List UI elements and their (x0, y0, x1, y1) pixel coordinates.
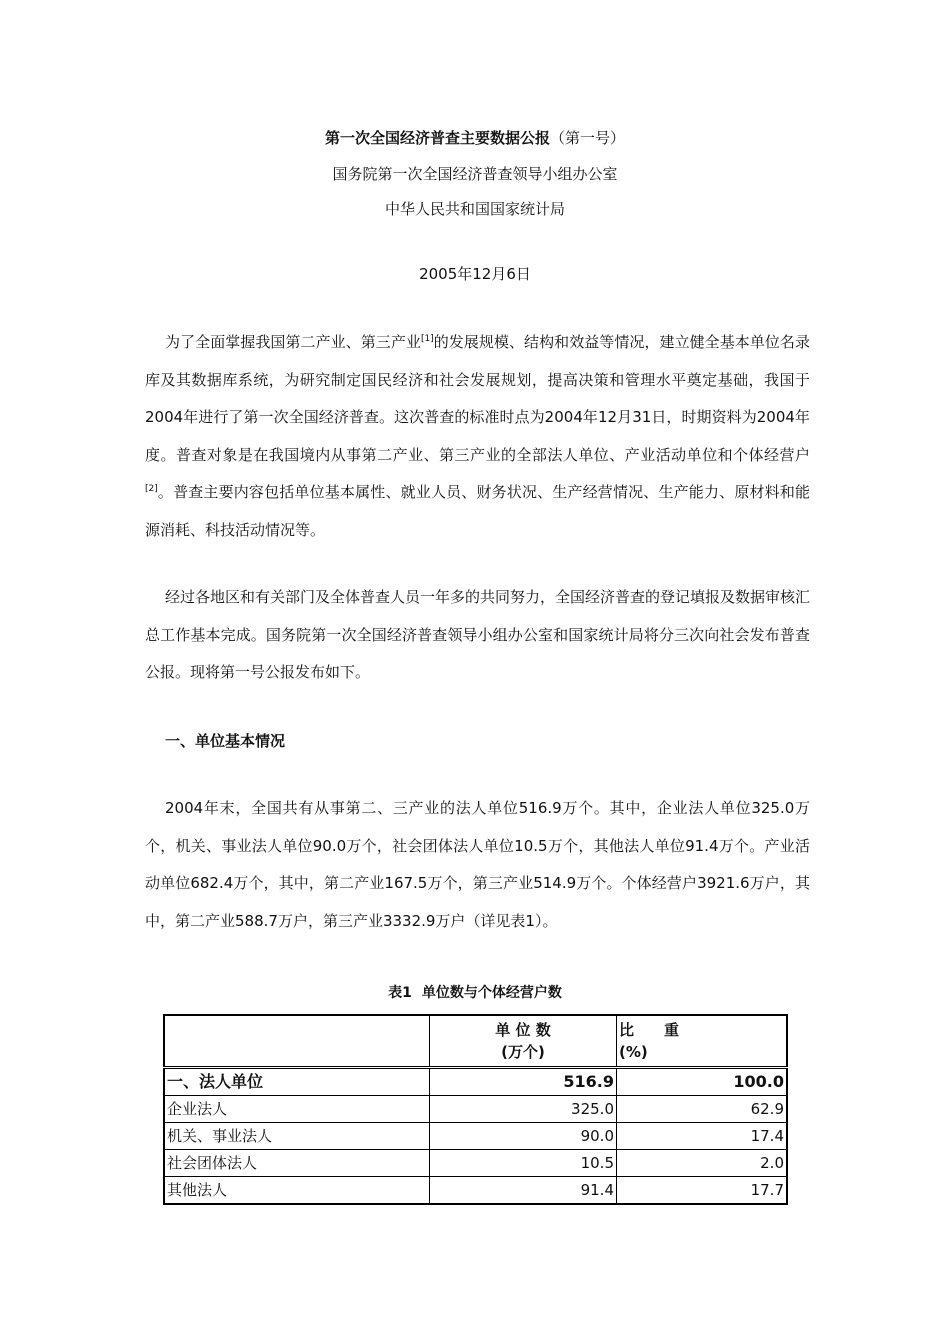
table-number: 表1 (388, 985, 412, 1001)
row-value: 90.0 (430, 1123, 617, 1150)
header-blank-cell (164, 1015, 430, 1068)
footnote-ref-1[interactable]: [1] (420, 334, 434, 344)
row-value: 10.5 (430, 1150, 617, 1177)
intro-text-2: 经过各地区和有关部门及全体普查人员一年多的共同努力，全国经济普查的登记填报及数据审核汇总工作基本完成。国务院第一次全国经济普查领导小组办公室和国家统计局将分三次向社会发布普查公报。现将第一号公报发布如下。 (145, 588, 811, 681)
table-row (164, 1123, 787, 1150)
document-title (0, 128, 950, 148)
issuer-office: 国务院第一次全国经济普查领导小组办公室 (332, 165, 618, 183)
footnote-ref-2[interactable]: [2] (145, 484, 158, 494)
publish-date: 2005年12月6日 (419, 265, 531, 283)
header-unit-count-line2: (万个) (501, 1043, 545, 1061)
table-caption (0, 983, 950, 1003)
intro-text-c: 。普查主要内容包括单位基本属性、就业人员、财务状况、生产经营情况、生产能力、原材料和能源消耗、科技活动情况等。 (145, 483, 810, 539)
row-share: 100.0 (617, 1068, 788, 1096)
section-paragraph (145, 790, 810, 940)
row-label: 一、法人单位 (164, 1068, 430, 1096)
section-text: 2004年末，全国共有从事第二、三产业的法人单位516.9万个。其中，企业法人单位325.0万个，机关、事业法人单位90.0万个，社会团体法人单位10.5万个，其他法人单位91.4万个。产业活动单位682.4万个，其中，第二产业167.5万个，第三产业514.9万个。个体经营户3921.6万户，其中，第二产业588.7万户，第三产业3332.9万户（详见表1）。 (145, 799, 810, 930)
intro-text-b: 的发展规模、结构和效益等情况，建立健全基本单位名录库及其数据库系统，为研究制定国民经济和社会发展规划，提高决策和管理水平奠定基础，我国于2004年进行了第一次全国经济普查。这次普查的标准时点为2004年12月31日，时期资料为2004年度。普查对象是在我国境内从事第二产业、第三产业的全部法人单位、产业活动单位和个体经营户 (145, 333, 810, 464)
header-unit-count-line1: 单 位 数 (495, 1021, 551, 1039)
section-heading: 一、单位基本情况 (165, 732, 286, 750)
row-share: 17.4 (617, 1123, 788, 1150)
table-row (164, 1068, 787, 1096)
table-header-row (164, 1015, 787, 1068)
row-label: 其他法人 (164, 1177, 430, 1205)
table-row (164, 1150, 787, 1177)
header-share-line1: 比 重 (619, 1021, 680, 1039)
intro-paragraph-2 (145, 579, 810, 692)
row-share: 17.7 (617, 1177, 788, 1205)
intro-paragraph-1 (145, 324, 810, 549)
table-title: 单位数与个体经营户数 (421, 985, 562, 1001)
row-value: 325.0 (430, 1096, 617, 1123)
row-label: 企业法人 (164, 1096, 430, 1123)
table-row (164, 1096, 787, 1123)
header-share-line2: (%) (619, 1043, 648, 1061)
row-value: 91.4 (430, 1177, 617, 1205)
row-label: 社会团体法人 (164, 1150, 430, 1177)
table-row (164, 1177, 787, 1205)
header-unit-count (430, 1015, 617, 1068)
row-value: 516.9 (430, 1068, 617, 1096)
title-main: 第一次全国经济普查主要数据公报 (324, 129, 550, 147)
issuer-bureau: 中华人民共和国国家统计局 (384, 200, 565, 218)
title-suffix: （第一号） (550, 129, 626, 147)
row-share: 2.0 (617, 1150, 788, 1177)
unit-count-table (163, 1014, 788, 1205)
intro-text-a: 为了全面掌握我国第二产业、第三产业 (165, 333, 421, 351)
header-share (617, 1015, 788, 1068)
row-label: 机关、事业法人 (164, 1123, 430, 1150)
row-share: 62.9 (617, 1096, 788, 1123)
